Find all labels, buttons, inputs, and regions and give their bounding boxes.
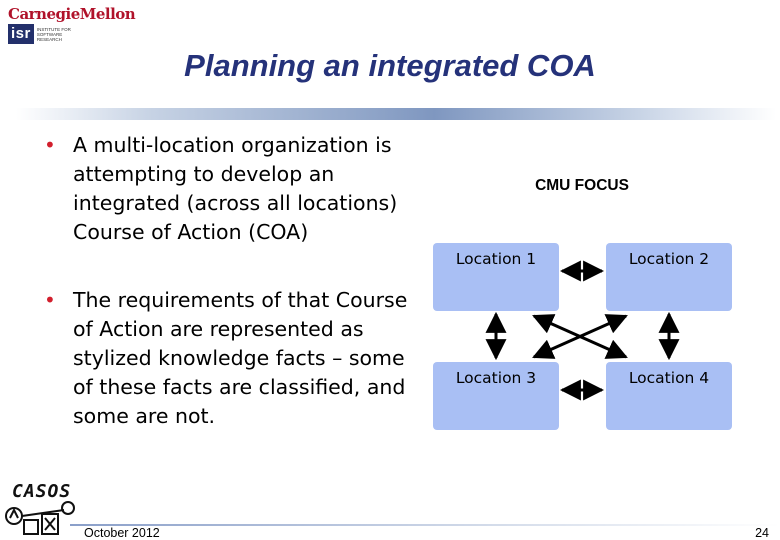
slide-title: Planning an integrated COA	[184, 48, 596, 83]
bullet-text: A multi-location organization is attempting to develop an integrated (across all locations) Course of Action (COA)	[73, 133, 398, 244]
location-box-1	[433, 243, 559, 311]
isr-logo	[8, 24, 71, 44]
location-label: Location 4	[628, 369, 710, 387]
location-label: Location 2	[628, 250, 710, 268]
carnegie-mellon-logo: CarnegieMellon	[8, 5, 136, 23]
page-number: 24	[755, 526, 769, 540]
isr-logo-subtext: INSTITUTE FOR SOFTWARE RESEARCH	[36, 26, 71, 42]
bullet-icon: •	[44, 288, 56, 312]
casos-network-icon	[2, 500, 82, 540]
location-box-4	[606, 362, 732, 430]
location-box-2	[606, 243, 732, 311]
location-label: Location 3	[455, 369, 537, 387]
casos-logo: CASOS	[12, 481, 72, 502]
arrow-2-3	[534, 316, 626, 357]
footer-date: October 2012	[84, 526, 160, 540]
location-label: Location 1	[455, 250, 537, 268]
footer-divider	[70, 524, 780, 526]
bullet-icon: •	[44, 133, 56, 157]
bullet-item	[44, 131, 434, 247]
isr-logo-mark: isr	[8, 24, 34, 44]
location-box-3	[433, 362, 559, 430]
bullet-text: The requirements of that Course of Action are represented as stylized knowledge facts – some of these facts are classified, and some are not.	[73, 288, 408, 428]
title-divider	[16, 108, 776, 120]
cmu-focus-label: CMU FOCUS	[535, 177, 629, 194]
arrow-1-4	[534, 316, 626, 357]
bullet-item	[44, 286, 414, 431]
